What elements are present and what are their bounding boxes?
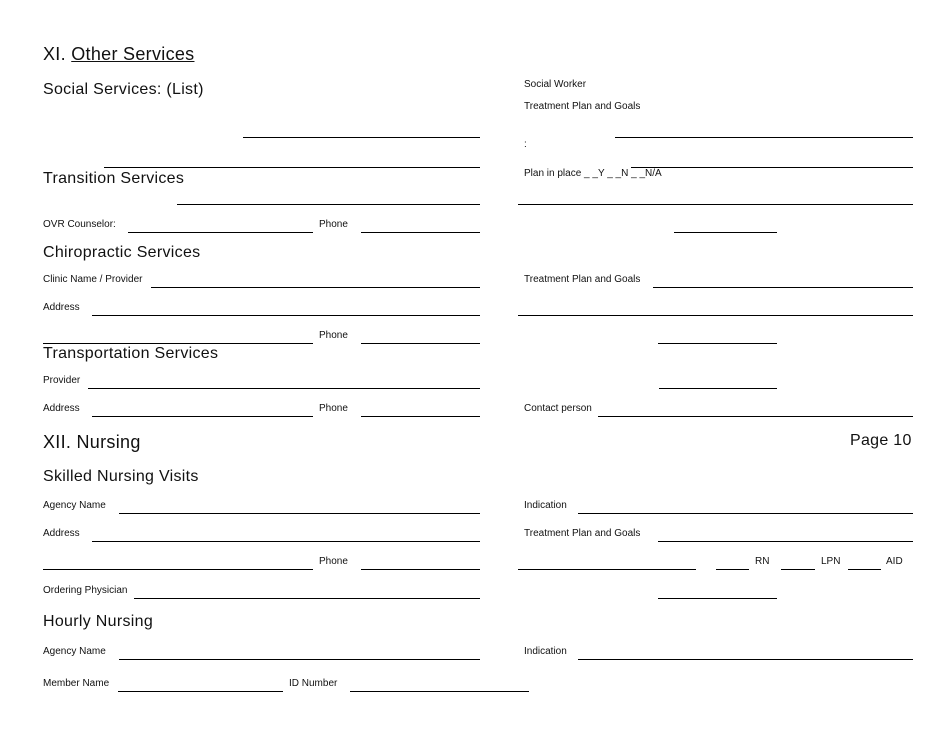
skilled-agency-label: Agency Name — [43, 500, 106, 511]
chiro-extra-field[interactable] — [658, 343, 777, 344]
ovr-counselor-label: OVR Counselor: — [43, 219, 116, 230]
lpn-label: LPN — [821, 556, 841, 567]
skilled-agency-field[interactable] — [119, 513, 480, 514]
id-number-field[interactable] — [350, 691, 529, 692]
chiro-address-label: Address — [43, 302, 80, 313]
social-colon: : — [524, 139, 527, 150]
ovr-counselor-field[interactable] — [128, 232, 313, 233]
transport-provider-field[interactable] — [88, 388, 480, 389]
rn-field[interactable] — [716, 569, 749, 570]
transport-provider-label: Provider — [43, 375, 81, 386]
skilled-address-label: Address — [43, 528, 80, 539]
social-services-line-1[interactable] — [243, 137, 480, 138]
member-name-label: Member Name — [43, 678, 110, 689]
page-number: Page 10 — [850, 432, 912, 449]
chiro-phone-label: Phone — [319, 330, 348, 341]
aid-field[interactable] — [848, 569, 881, 570]
rn-label: RN — [755, 556, 770, 567]
section-xi-title: Other Services — [71, 44, 195, 64]
lpn-field[interactable] — [781, 569, 815, 570]
section-xi-number: XI. — [43, 44, 66, 64]
transport-extra-field[interactable] — [659, 388, 777, 389]
transition-line[interactable] — [177, 204, 480, 205]
section-xi-heading — [43, 45, 194, 63]
member-name-field[interactable] — [118, 691, 283, 692]
skilled-address-field[interactable] — [92, 541, 480, 542]
transition-services-title: Transition Services — [43, 170, 185, 187]
hourly-agency-label: Agency Name — [43, 646, 106, 657]
skilled-plan-line-3[interactable] — [658, 598, 777, 599]
skilled-plan-field[interactable] — [658, 541, 913, 542]
hourly-indication-label: Indication — [524, 646, 567, 657]
social-plan-line-2[interactable] — [631, 167, 913, 168]
skilled-nursing-title: Skilled Nursing Visits — [43, 468, 199, 485]
social-services-line-2[interactable] — [104, 167, 480, 168]
chiro-plan-field[interactable] — [653, 287, 913, 288]
contact-person-field[interactable] — [598, 416, 913, 417]
skilled-plan-line-2[interactable] — [518, 569, 696, 570]
skilled-phone-label: Phone — [319, 556, 348, 567]
transport-phone-field[interactable] — [361, 416, 480, 417]
social-plan-line-3[interactable] — [518, 204, 913, 205]
skilled-phone-field[interactable] — [361, 569, 480, 570]
hourly-agency-field[interactable] — [119, 659, 480, 660]
chiropractic-services-title: Chiropractic Services — [43, 244, 201, 261]
social-services-title: Social Services: (List) — [43, 81, 204, 98]
social-worker-label: Social Worker — [524, 79, 587, 90]
section-xii-title: XII. Nursing — [43, 432, 141, 452]
ovr-extra-field[interactable] — [674, 232, 777, 233]
social-plan-label: Treatment Plan and Goals — [524, 101, 641, 112]
skilled-indication-field[interactable] — [578, 513, 913, 514]
chiro-phone-field[interactable] — [361, 343, 480, 344]
contact-person-label: Contact person — [524, 403, 592, 414]
clinic-name-label: Clinic Name / Provider — [43, 274, 143, 285]
ovr-phone-field[interactable] — [361, 232, 480, 233]
hourly-indication-field[interactable] — [578, 659, 913, 660]
ordering-physician-label: Ordering Physician — [43, 585, 128, 596]
transportation-services-title: Transportation Services — [43, 345, 219, 362]
skilled-plan-label: Treatment Plan and Goals — [524, 528, 641, 539]
skilled-address-line-2[interactable] — [43, 569, 313, 570]
skilled-indication-label: Indication — [524, 500, 567, 511]
ordering-physician-field[interactable] — [134, 598, 480, 599]
clinic-name-field[interactable] — [151, 287, 480, 288]
plan-in-place-options[interactable]: Plan in place _ _Y _ _N _ _N/A — [524, 168, 662, 179]
transport-address-label: Address — [43, 403, 80, 414]
id-number-label: ID Number — [289, 678, 338, 689]
chiro-plan-label: Treatment Plan and Goals — [524, 274, 641, 285]
hourly-nursing-title: Hourly Nursing — [43, 613, 154, 630]
chiro-address-field[interactable] — [92, 315, 480, 316]
aid-label: AID — [886, 556, 903, 567]
social-plan-line-1[interactable] — [615, 137, 913, 138]
ovr-phone-label: Phone — [319, 219, 348, 230]
chiro-address-line-2[interactable] — [43, 343, 313, 344]
chiro-plan-line-2[interactable] — [518, 315, 913, 316]
transport-address-field[interactable] — [92, 416, 313, 417]
transport-phone-label: Phone — [319, 403, 348, 414]
